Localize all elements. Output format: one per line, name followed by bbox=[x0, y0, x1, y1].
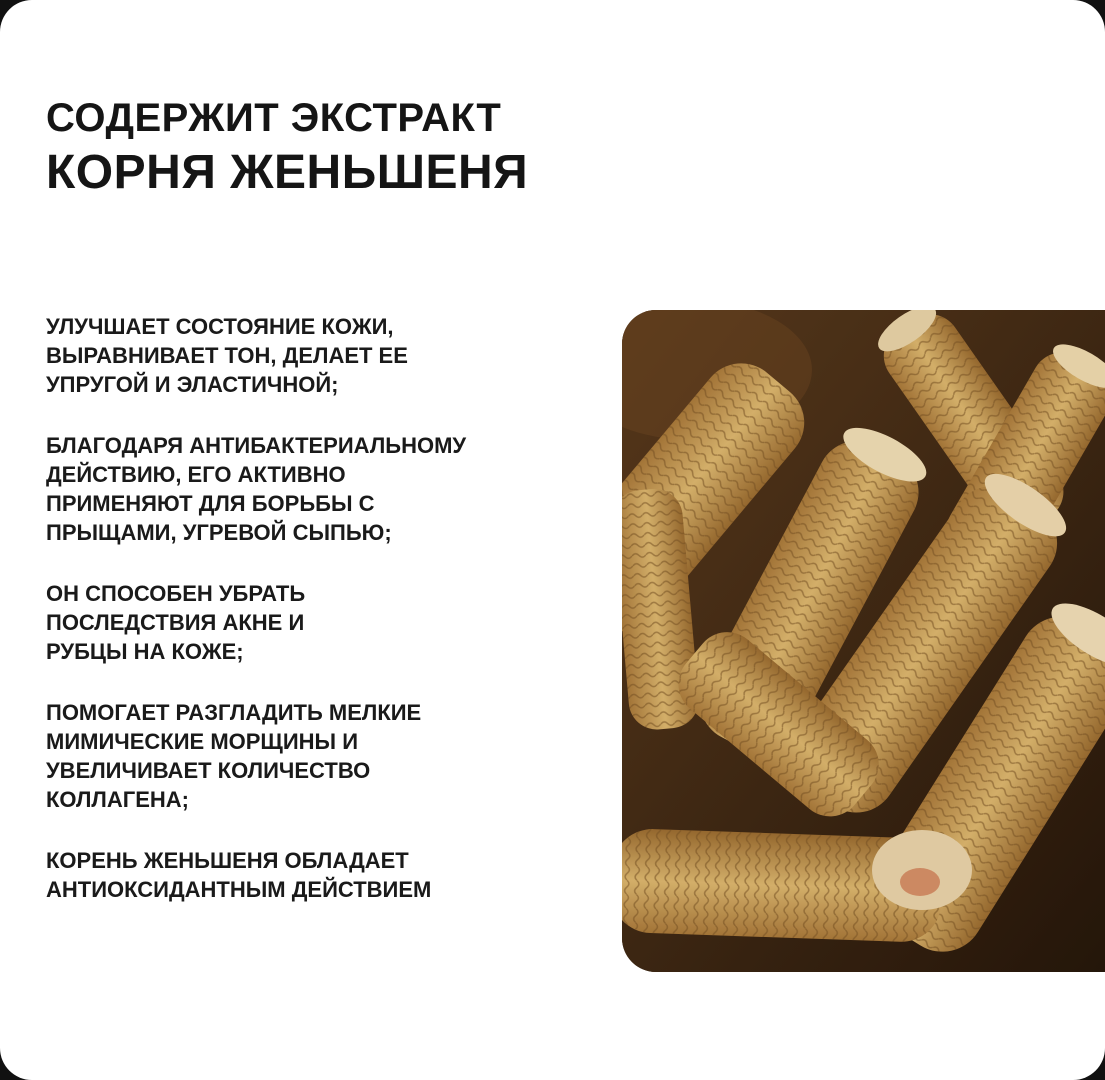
benefit-item: ОН СПОСОБЕН УБРАТЬ ПОСЛЕДСТВИЯ АКНЕ И РУБЦЫ НА КОЖЕ; bbox=[46, 581, 306, 664]
title-line-2: КОРНЯ ЖЕНЬШЕНЯ bbox=[46, 146, 529, 199]
benefit-item: БЛАГОДАРЯ АНТИБАКТЕРИАЛЬНОМУ ДЕЙСТВИЮ, ЕГО АКТИВНО ПРИМЕНЯЮТ ДЛЯ БОРЬБЫ С ПРЫЩАМИ, УГРЕВОЙ СЫПЬЮ; bbox=[46, 433, 467, 545]
ginseng-roots-image bbox=[622, 310, 1105, 972]
benefit-item: КОРЕНЬ ЖЕНЬШЕНЯ ОБЛАДАЕТ АНТИОКСИДАНТНЫМ ДЕЙСТВИЕМ bbox=[46, 848, 432, 902]
benefit-item: УЛУЧШАЕТ СОСТОЯНИЕ КОЖИ, ВЫРАВНИВАЕТ ТОН, ДЕЛАЕТ ЕЕ УПРУГОЙ И ЭЛАСТИЧНОЙ; bbox=[46, 314, 408, 397]
page-title bbox=[46, 92, 528, 202]
benefit-item: ПОМОГАЕТ РАЗГЛАДИТЬ МЕЛКИЕ МИМИЧЕСКИЕ МОРЩИНЫ И УВЕЛИЧИВАЕТ КОЛИЧЕСТВО КОЛЛАГЕНА; bbox=[46, 700, 422, 812]
title-line-1: СОДЕРЖИТ ЭКСТРАКТ bbox=[46, 96, 502, 140]
benefits-list bbox=[46, 312, 606, 936]
